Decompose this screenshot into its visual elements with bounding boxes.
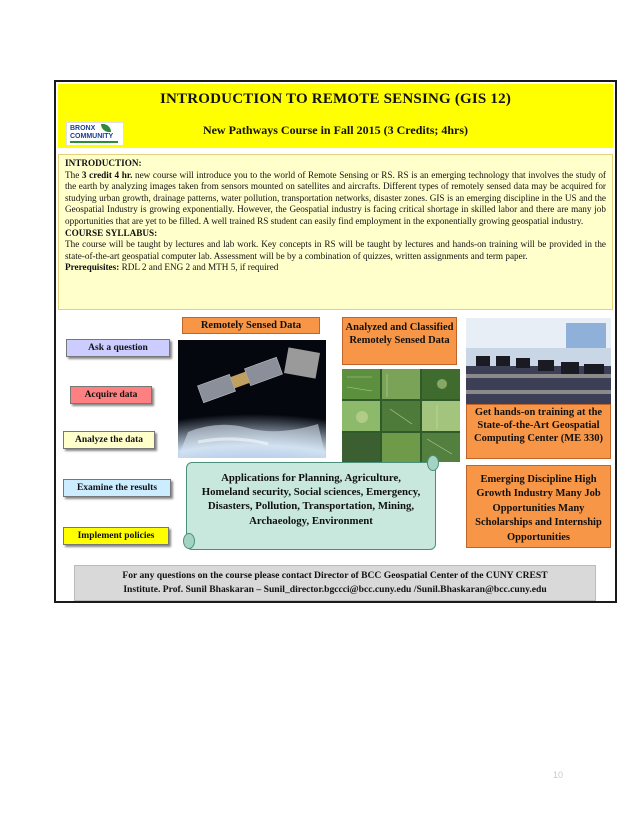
- step-examine-results: Examine the results: [63, 479, 171, 497]
- prereq-label: Prerequisites:: [65, 262, 120, 273]
- logo-line1: BRONX: [70, 125, 96, 132]
- applications-scroll: [186, 462, 436, 550]
- step-analyze-data: Analyze the data: [63, 431, 155, 449]
- imagery-tiles-icon: [342, 369, 460, 462]
- intro-heading: INTRODUCTION:: [65, 158, 142, 168]
- course-subtitle: New Pathways Course in Fall 2015 (3 Credits; 4hrs): [202, 123, 469, 137]
- intro-paragraph: [65, 170, 606, 228]
- computer-lab-photo: [466, 318, 611, 404]
- prerequisites: [65, 262, 606, 274]
- remotely-sensed-label: Remotely Sensed Data: [182, 317, 320, 334]
- hands-on-label: Get hands-on training at the State-of-the-Art Geospatial Computing Center (ME 330): [466, 404, 611, 459]
- step-implement-policies: Implement policies: [63, 527, 169, 545]
- footer-line1: For any questions on the course please contact Director of BCC Geospatial Center of the CUNY CREST: [122, 570, 548, 581]
- page-number: 10: [553, 770, 564, 780]
- course-title: INTRODUCTION TO REMOTE SENSING (GIS 12): [159, 91, 512, 107]
- step-ask-question: Ask a question: [66, 339, 170, 357]
- intro-section: [58, 154, 613, 310]
- logo-bar: [70, 141, 118, 143]
- contact-footer: [74, 565, 596, 601]
- header-banner: [58, 84, 613, 148]
- syllabus-heading: COURSE SYLLABUS:: [65, 227, 158, 238]
- computer-lab-icon: [466, 318, 611, 404]
- intro-prefix: The: [65, 169, 82, 180]
- classified-imagery-mosaic: [342, 369, 460, 462]
- applications-text: Applications for Planning, Agriculture, Homeland security, Social sciences, Emergency, Disasters, Pollution, Transportation, Mining, Archaeology, Environment: [201, 472, 421, 527]
- emerging-discipline-label: Emerging Discipline High Growth Industry Many Job Opportunities Many Scholarships and Internship Opportunities: [466, 465, 611, 548]
- scroll-curl-right: [427, 455, 439, 471]
- intro-bold: 3 credit 4 hr.: [81, 169, 133, 180]
- syllabus-text: The course will be taught by lectures and lab work. Key concepts in RS will be taught by lectures and hands-on training will be provided in the state-of-the-art geospatial computer lab. Assessment will be by a combination of quizzes, written assignments and term paper.: [65, 239, 606, 261]
- scroll-curl-left: [183, 533, 195, 549]
- prereq-text: RDL 2 and ENG 2 and MTH 5, if required: [119, 262, 279, 273]
- intro-text: new course will introduce you to the world of Remote Sensing or RS. RS is an emerging technology that involves the study of the earth by analyzing images taken from sensors mounted on satellites and aircrafts. Different types of remotely sensed data may be acquired for studying urban growth, drainage patterns, water pollution, transportation networks, disaster zones. GIS is an emerging discipline in the US and the Geospatial Industry is growing exponentially. However, the Geospatial industry is facing critical shortage in skilled labor and there are many job opportunities that are yet to be filled. A well trained RS student can easily find employment in the exponentially growing geospatial industry.: [65, 169, 606, 226]
- course-flyer: [54, 80, 617, 603]
- analyzed-data-label: Analyzed and Classified Remotely Sensed Data: [342, 317, 457, 365]
- satellite-earth-image: [178, 340, 326, 458]
- footer-line2: Institute. Prof. Sunil Bhaskaran – Sunil_director.bgccci@bcc.cuny.edu /Sunil.Bhaskaran@bcc.cuny.edu: [123, 584, 547, 595]
- satellite-earth-icon: [178, 340, 326, 458]
- logo-line2: COMMUNITY: [70, 133, 114, 140]
- step-acquire-data: Acquire data: [70, 386, 152, 404]
